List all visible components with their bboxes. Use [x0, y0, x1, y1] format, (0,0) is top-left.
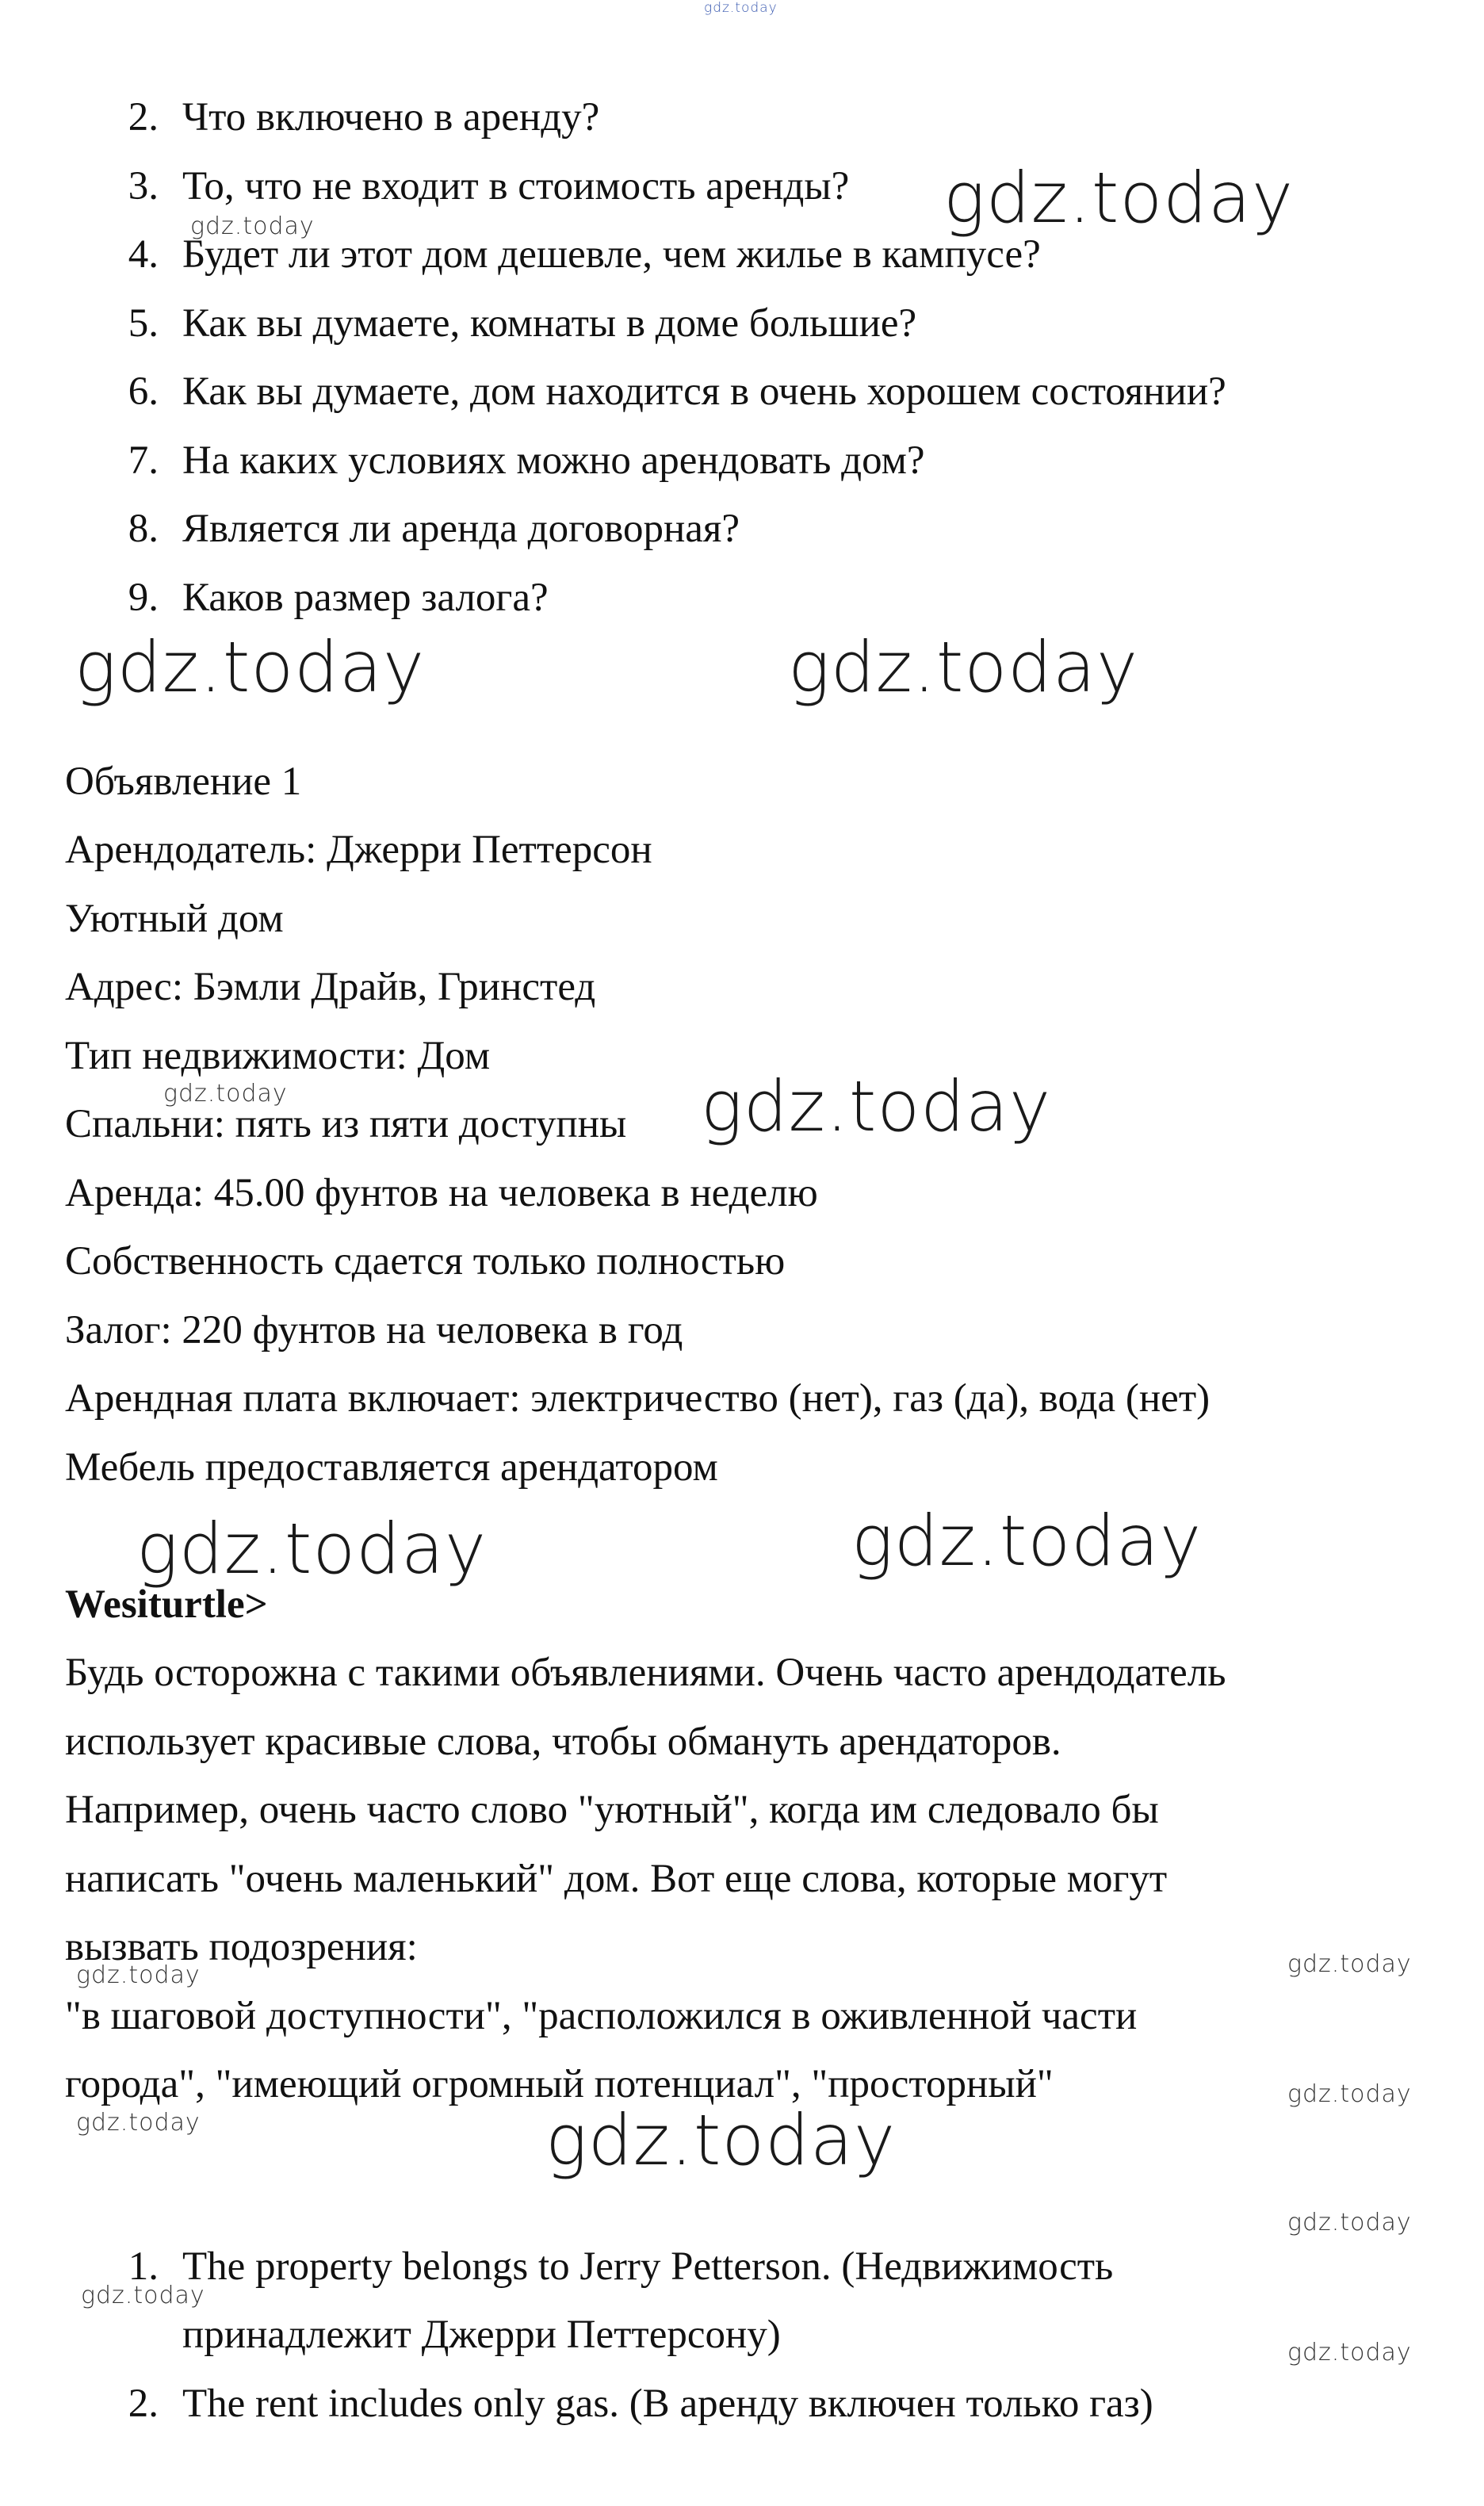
comment-line: написать "очень маленький" дом. Вот еще слова, которые могут — [65, 1857, 1168, 1901]
ad-address: Адрес: Бэмли Драйв, Гринстед — [65, 965, 596, 1009]
question-text: Как вы думаете, дом находится в очень хорошем состоянии? — [182, 369, 1226, 414]
watermark: gdz.today — [943, 157, 1295, 239]
ad-headline: Уютный дом — [65, 897, 284, 941]
question-number: 6. — [128, 369, 159, 414]
question-number: 5. — [128, 301, 159, 346]
answer-text: принадлежит Джерри Петтерсону) — [182, 2313, 781, 2357]
ad-deposit: Залог: 220 фунтов на человека в год — [65, 1308, 683, 1352]
watermark-small: gdz.today — [1287, 2080, 1412, 2108]
ad-bedrooms: Спальни: пять из пяти доступны — [65, 1102, 627, 1146]
answer-text: The rent includes only gas. (В аренду включен только газ) — [182, 2382, 1153, 2426]
watermark: gdz.today — [851, 1500, 1203, 1582]
comment-line: использует красивые слова, чтобы обмануть арендаторов. — [65, 1720, 1061, 1764]
question-number: 4. — [128, 232, 159, 277]
question-number: 8. — [128, 507, 159, 551]
question-text: Что включено в аренду? — [182, 95, 600, 140]
comment-line: города", "имеющий огромный потенциал", "просторный" — [65, 2062, 1054, 2106]
question-number: 7. — [128, 438, 159, 483]
ad-title: Объявление 1 — [65, 759, 302, 804]
question-text: То, что не входит в стоимость аренды? — [182, 164, 850, 209]
question-text: На каких условиях можно арендовать дом? — [182, 438, 925, 483]
answer-number: 1. — [128, 2244, 159, 2289]
watermark: gdz.today — [545, 2099, 897, 2181]
ad-whole-property: Собственность сдается только полностью — [65, 1239, 786, 1284]
question-text: Каков размер залога? — [182, 576, 549, 620]
watermark: gdz.today — [75, 626, 426, 708]
watermark-small: gdz.today — [1287, 2209, 1412, 2236]
ad-property-type: Тип недвижимости: Дом — [65, 1034, 491, 1078]
comment-line: Например, очень часто слово "уютный", когда им следовало бы — [65, 1788, 1159, 1832]
comment-author: Wesiturtle> — [65, 1582, 268, 1627]
comment-line: Будь осторожна с такими объявлениями. Очень часто арендодатель — [65, 1651, 1226, 1695]
ad-bills: Арендная плата включает: электричество (нет), газ (да), вода (нет) — [65, 1376, 1211, 1421]
watermark-small: gdz.today — [1287, 2339, 1412, 2366]
watermark: gdz.today — [701, 1066, 1052, 1147]
question-text: Является ли аренда договорная? — [182, 507, 740, 551]
ad-furniture: Мебель предоставляется арендатором — [65, 1445, 718, 1490]
question-number: 9. — [128, 576, 159, 620]
watermark-small: gdz.today — [190, 212, 315, 240]
answer-number: 2. — [128, 2382, 159, 2426]
question-text: Будет ли этот дом дешевле, чем жилье в кампусе? — [182, 232, 1041, 277]
ad-landlord: Арендодатель: Джерри Петтерсон — [65, 828, 652, 872]
comment-line: "в шаговой доступности", "расположился в оживленной части — [65, 1994, 1138, 2038]
watermark-small: gdz.today — [76, 2109, 201, 2137]
watermark-small: gdz.today — [76, 1961, 201, 1989]
question-text: Как вы думаете, комнаты в доме большие? — [182, 301, 917, 346]
watermark-small: gdz.today — [163, 1080, 288, 1108]
watermark: gdz.today — [136, 1508, 488, 1590]
comment-line: вызвать подозрения: — [65, 1925, 418, 1969]
watermark-small: gdz.today — [1287, 1950, 1412, 1978]
watermark: gdz.today — [788, 626, 1139, 708]
question-number: 3. — [128, 164, 159, 209]
ad-rent: Аренда: 45.00 фунтов на человека в неделю — [65, 1171, 818, 1215]
watermark-small: gdz.today — [81, 2282, 205, 2309]
watermark-top: gdz.today — [704, 0, 778, 16]
answer-text: The property belongs to Jerry Petterson. (Недвижимость — [182, 2244, 1114, 2289]
question-number: 2. — [128, 95, 159, 140]
